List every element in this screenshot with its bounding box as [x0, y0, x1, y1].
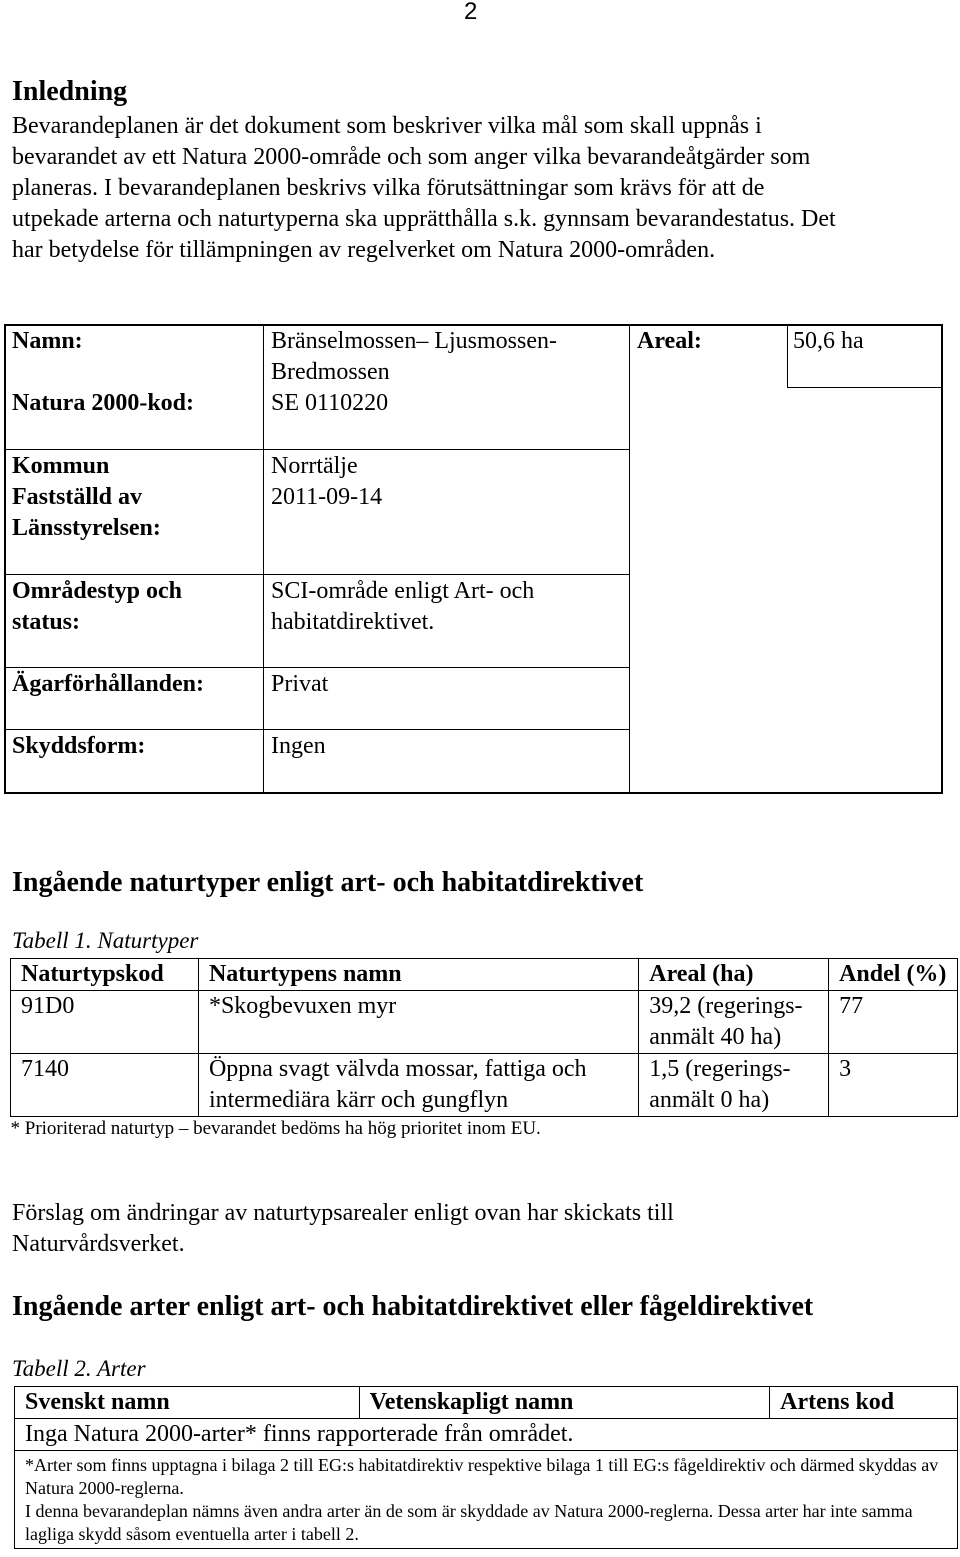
intro-line: bevarandet av ett Natura 2000-område och som anger vilka bevarandeåtgärder som — [12, 144, 811, 170]
column-header: Andel (%) — [829, 959, 958, 991]
forslag-line: Förslag om ändringar av naturtypsarealer enligt ovan har skickats till — [12, 1200, 674, 1226]
arter-table — [14, 1386, 958, 1549]
table-note-row — [15, 1451, 958, 1549]
divider — [787, 324, 788, 388]
site-info-table — [4, 324, 943, 794]
namn-value — [271, 326, 557, 388]
column-header: Vetenskapligt namn — [359, 1387, 770, 1419]
note-text: *Arter som finns upptagna i bilaga 2 till EG:s habitatdirektiv respektive bilaga 1 till EG:s fågeldirektiv och därmed skyddas av Natura 2000-reglerna. — [25, 1455, 939, 1498]
skydd-value: Ingen — [271, 733, 326, 759]
table-cell: 7140 — [11, 1054, 199, 1117]
table-cell: 77 — [829, 991, 958, 1054]
naturtyper-table — [10, 958, 958, 1141]
omradestyp-label — [12, 576, 182, 638]
forslag-line: Naturvårdsverket. — [12, 1231, 185, 1257]
intro-line: planeras. I bevarandeplanen beskrivs vilka förutsättningar som krävs för att de — [12, 175, 765, 201]
omradestyp-value-line: habitatdirektivet. — [271, 609, 435, 635]
kod-value: SE 0110220 — [271, 390, 389, 416]
intro-heading: Inledning — [12, 76, 128, 107]
namn-label: Namn: — [12, 328, 83, 354]
kommun-label: Kommun — [12, 453, 110, 479]
areal-value: 50,6 ha — [793, 328, 864, 354]
forslag-paragraph — [12, 1198, 674, 1260]
table-footnote-row — [11, 1117, 958, 1142]
table-row — [11, 991, 958, 1054]
kommun-value: Norrtälje — [271, 453, 358, 479]
table-cell: 1,5 (regerings- anmält 0 ha) — [639, 1054, 829, 1117]
agar-label: Ägarförhållanden: — [12, 671, 204, 697]
table-footnote: * Prioriterad naturtyp – bevarandet bedöms ha hög prioritet inom EU. — [10, 1118, 541, 1139]
namn-value-line: Bredmossen — [271, 359, 390, 385]
table-cell: Inga Natura 2000-arter* finns rapporterade från området. — [15, 1419, 958, 1451]
table-header-row — [11, 959, 958, 991]
divider — [4, 449, 630, 450]
table-header-row — [15, 1387, 958, 1419]
namn-value-line: Bränselmossen– Ljusmossen- — [271, 328, 557, 354]
arter-caption: Tabell 2. Arter — [12, 1356, 146, 1381]
table-note — [15, 1451, 958, 1549]
intro-paragraph — [12, 111, 952, 266]
faststalld-label-line: Fastställd av — [12, 484, 143, 510]
faststalld-label-line: Länsstyrelsen: — [12, 515, 161, 541]
table-cell: *Skogbevuxen myr — [198, 991, 638, 1054]
omradestyp-label-line: status: — [12, 609, 81, 635]
faststalld-label — [12, 482, 161, 544]
table-cell: 39,2 (regerings- anmält 40 ha) — [639, 991, 829, 1054]
column-header: Naturtypskod — [11, 959, 199, 991]
skydd-label: Skyddsform: — [12, 733, 146, 759]
table-row — [15, 1419, 958, 1451]
divider — [4, 574, 630, 575]
divider — [263, 324, 264, 794]
naturtyper-heading: Ingående naturtyper enligt art- och habitatdirektivet — [12, 867, 644, 898]
column-header: Artens kod — [770, 1387, 958, 1419]
table-row — [11, 1054, 958, 1117]
omradestyp-value-line: SCI-område enligt Art- och — [271, 578, 535, 604]
faststalld-value: 2011-09-14 — [271, 484, 383, 510]
note-text: I denna bevarandeplan nämns även andra arter än de som är skyddade av Natura 2000-reglerna. Dessa arter har inte samma lagliga skydd såsom eventuella arter i tabell 2. — [25, 1501, 913, 1544]
column-header: Naturtypens namn — [198, 959, 638, 991]
kod-label: Natura 2000-kod: — [12, 390, 195, 416]
naturtyper-caption: Tabell 1. Naturtyper — [12, 928, 199, 953]
omradestyp-label-line: Områdestyp och — [12, 578, 182, 604]
table-cell: 3 — [829, 1054, 958, 1117]
divider — [629, 324, 630, 794]
areal-label: Areal: — [637, 328, 702, 354]
page-number: 2 — [464, 0, 478, 25]
column-header: Svenskt namn — [15, 1387, 360, 1419]
divider — [4, 729, 630, 730]
intro-line: har betydelse för tillämpningen av regelverket om Natura 2000-områden. — [12, 237, 716, 263]
divider — [787, 387, 943, 388]
omradestyp-value — [271, 576, 534, 638]
arter-heading: Ingående arter enligt art- och habitatdirektivet eller fågeldirektivet — [12, 1291, 814, 1322]
intro-line: Bevarandeplanen är det dokument som beskriver vilka mål som skall uppnås i — [12, 113, 762, 139]
table-cell: Öppna svagt välvda mossar, fattiga och intermediära kärr och gungflyn — [198, 1054, 638, 1117]
agar-value: Privat — [271, 671, 329, 697]
intro-line: utpekade arterna och naturtyperna ska upprätthålla s.k. gynnsam bevarandestatus. Det — [12, 206, 836, 232]
divider — [4, 667, 630, 668]
table-cell: 91D0 — [11, 991, 199, 1054]
column-header: Areal (ha) — [639, 959, 829, 991]
